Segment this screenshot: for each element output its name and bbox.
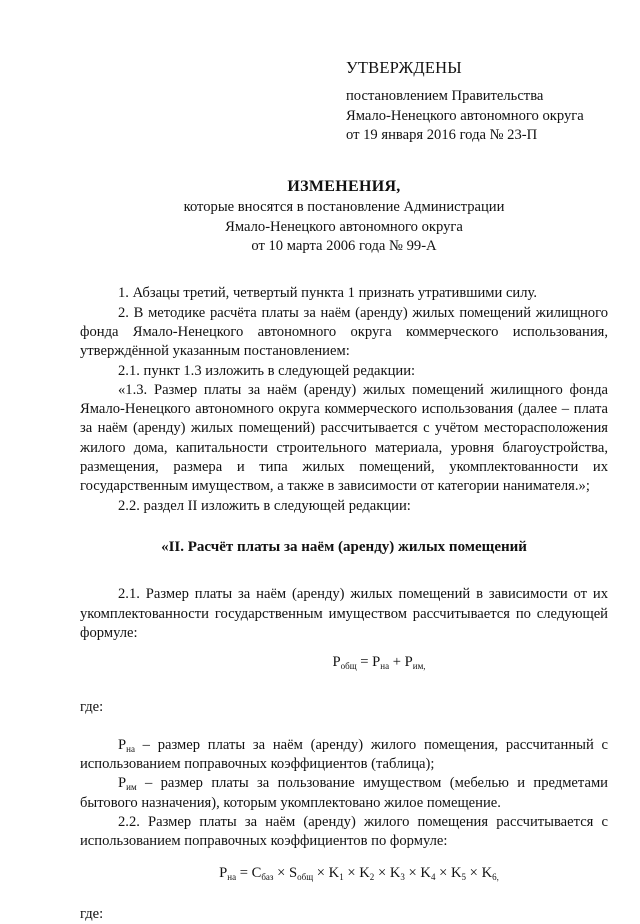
document-heading — [80, 177, 608, 256]
paragraph: 2.1. Размер платы за наём (аренду) жилых помещений в зависимости от их укомплектованности государственным имуществом рассчитывается по следующей формуле: — [80, 586, 608, 641]
where-label: где: — [80, 905, 104, 922]
formula-rent: $P_{на} = C_{баз} \times S_{общ} \times K_1 \times K_2 \times K_3 \times K_4 \times K_5 \times K_{6,}$ — [219, 864, 499, 882]
approval-title: УТВЕРЖДЕНЫ — [346, 58, 462, 77]
paragraph: «1.3. Размер платы за наём (аренду) жилых помещений жилищного фонда Ямало-Ненецкого автономного округа коммерческого использования (далее – плата за наём (аренду) жилых помещений) рассчитывается с учётом месторасположения жилого дома, капитальности строительного материала, уровня благоустройства, размещения, размера и типа жилых помещений, укомплектованности их государственным имуществом, а также в зависимости от категории нанимателя.»; — [80, 381, 608, 495]
heading-line: от 10 марта 2006 года № 99-А — [251, 238, 437, 255]
section-title: «II. Расчёт платы за наём (аренду) жилых помещений — [161, 538, 527, 555]
heading-line: которые вносятся в постановление Администрации — [183, 199, 505, 216]
definition-pim: $Р_{им}$ – размер платы за пользование имуществом (мебелью и предметами бытового назначения), которым укомплектовано жилое помещение. — [80, 775, 608, 811]
heading-line: Ямало-Ненецкого автономного округа — [225, 218, 463, 235]
formula-total: $P_{общ} = P_{на} + P_{им,}$ — [332, 654, 426, 672]
approval-line: постановлением Правительства — [346, 88, 544, 105]
where-label: где: — [80, 699, 104, 716]
document-body — [80, 284, 608, 924]
approval-stamp — [346, 58, 608, 145]
approval-line: от 19 января 2016 года № 23-П — [346, 126, 538, 143]
paragraph: 2.1. пункт 1.3 изложить в следующей редакции: — [118, 362, 416, 379]
paragraph: 2.2. раздел II изложить в следующей редакции: — [118, 497, 411, 514]
approval-line: Ямало-Ненецкого автономного округа — [346, 107, 584, 124]
paragraph: 1. Абзацы третий, четвертый пункта 1 признать утратившими силу. — [118, 285, 538, 302]
definition-pna: $Р_{на}$ – размер платы за наём (аренду) жилого помещения, рассчитанный с использованием поправочных коэффициентов (таблица); — [80, 736, 608, 773]
paragraph: 2. В методике расчёта платы за наём (аренду) жилых помещений жилищного фонда Ямало-Ненецкого автономного округа коммерческого использования, утверждённой указанным постановлением: — [80, 304, 608, 360]
paragraph: 2.2. Размер платы за наём (аренду) жилого помещения рассчитывается с использованием поправочных коэффициентов по формуле: — [80, 813, 608, 850]
heading-title: ИЗМЕНЕНИЯ, — [287, 178, 401, 196]
